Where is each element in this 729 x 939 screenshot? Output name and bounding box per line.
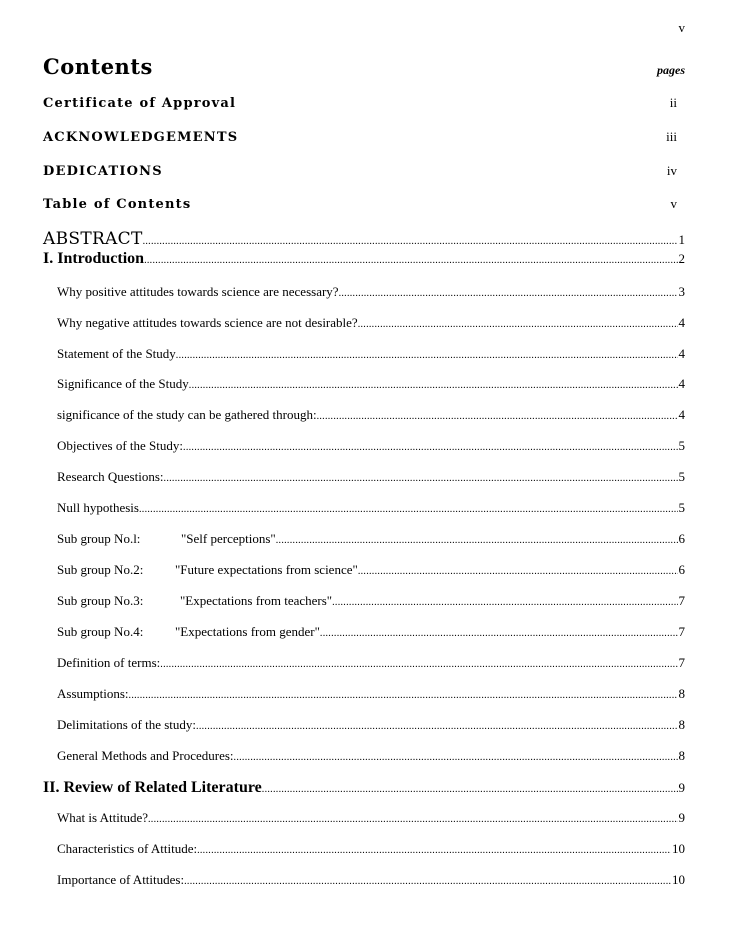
toc-label: I. Introduction [43, 250, 145, 267]
front-matter-label[interactable]: DEDICATIONS [43, 164, 163, 179]
toc-entry-subgroup[interactable] [57, 531, 685, 547]
subgroup-number: Sub group No.3: [57, 593, 144, 608]
toc-label [57, 593, 332, 609]
toc-label: Research Questions: [57, 469, 164, 484]
toc-label: Why negative attitudes towards science are not desirable? [57, 315, 358, 330]
dot-leader [196, 721, 677, 732]
toc-entry[interactable] [57, 686, 685, 702]
dot-leader [183, 442, 677, 453]
dot-leader [176, 350, 678, 361]
contents-title: Contents [43, 54, 153, 79]
dot-leader [144, 255, 677, 266]
toc-label: Delimitations of the study: [57, 717, 197, 732]
toc-label [57, 624, 320, 640]
subgroup-title: "Self perceptions" [181, 531, 276, 546]
toc-label: Statement of the Study [57, 346, 176, 361]
page-number: v [678, 20, 685, 35]
subgroup-number: Sub group No.2: [57, 562, 144, 577]
subgroup-number: Sub group No.4: [57, 624, 144, 639]
toc-entry-subgroup[interactable] [57, 562, 685, 578]
dot-leader [197, 845, 671, 856]
toc-page: 7 [678, 593, 685, 608]
dot-leader [358, 319, 678, 330]
toc-entry-introduction[interactable] [43, 250, 685, 268]
toc-entry-subgroup[interactable] [57, 624, 685, 640]
front-matter-page: iii [666, 129, 677, 144]
contents-header [43, 54, 685, 79]
toc-label: significance of the study can be gathered through: [57, 407, 317, 422]
front-matter-row [43, 163, 685, 179]
dot-leader [332, 597, 677, 608]
toc-page: 6 [678, 562, 685, 577]
toc-entry[interactable] [57, 500, 685, 516]
toc-page: 4 [678, 376, 685, 391]
toc-page: 9 [678, 810, 685, 825]
toc-page: 5 [678, 438, 685, 453]
pages-column-label: pages [657, 63, 685, 77]
front-matter-page: iv [666, 163, 677, 178]
toc-label [57, 531, 276, 547]
dot-leader [234, 752, 678, 763]
toc-entry-review[interactable] [43, 779, 685, 797]
toc-label: Importance of Attitudes: [57, 872, 185, 887]
toc-page: 6 [678, 531, 685, 546]
toc-page: 8 [678, 717, 685, 732]
toc-page: 4 [678, 407, 685, 422]
front-matter-row [43, 95, 685, 111]
toc-page: 4 [678, 346, 685, 361]
toc-entry[interactable] [57, 841, 685, 857]
dot-leader [320, 628, 678, 639]
subgroup-title: "Expectations from gender" [175, 624, 320, 639]
dot-leader [358, 566, 678, 577]
toc-entry[interactable] [57, 872, 685, 888]
toc-page: 8 [678, 748, 685, 763]
toc-entry[interactable] [57, 469, 685, 485]
toc-page: 7 [678, 624, 685, 639]
toc-entry[interactable] [57, 810, 685, 826]
toc-entry[interactable] [57, 346, 685, 362]
dot-leader [262, 784, 678, 795]
dot-leader [160, 659, 677, 670]
toc-label: ABSTRACT [43, 229, 143, 249]
dot-leader [276, 535, 678, 546]
subgroup-title: "Future expectations from science" [175, 562, 358, 577]
toc-page: 9 [678, 780, 685, 795]
toc-entry[interactable] [57, 376, 685, 392]
front-matter-label[interactable]: Certificate of Approval [43, 96, 237, 111]
front-matter-row [43, 196, 685, 212]
toc-entry[interactable] [57, 655, 685, 671]
toc-entry[interactable] [57, 284, 685, 300]
dot-leader [148, 814, 678, 825]
dot-leader [184, 876, 671, 887]
subgroup-title: "Expectations from teachers" [180, 593, 333, 608]
dot-leader [317, 411, 678, 422]
toc-label: What is Attitude? [57, 810, 148, 825]
toc-label [57, 562, 358, 578]
toc-label: Definition of terms: [57, 655, 161, 670]
toc-page: 2 [678, 251, 685, 266]
toc-page: 10 [672, 872, 685, 887]
toc-entry[interactable] [57, 748, 685, 764]
dot-leader [143, 236, 678, 247]
toc-label: Null hypothesis [57, 500, 139, 515]
dot-leader [139, 504, 678, 515]
toc-label: Significance of the Study [57, 376, 189, 391]
front-matter-page: v [670, 196, 677, 211]
toc-entry-subgroup[interactable] [57, 593, 685, 609]
toc-entry[interactable] [57, 717, 685, 733]
front-matter-row [43, 129, 685, 145]
front-matter-label[interactable]: Table of Contents [43, 197, 192, 212]
toc-page: 4 [678, 315, 685, 330]
toc-label: Characteristics of Attitude: [57, 841, 198, 856]
toc-page: 5 [678, 500, 685, 515]
toc-entry[interactable] [57, 315, 685, 331]
toc-page: 1 [678, 232, 685, 247]
dot-leader [339, 288, 678, 299]
toc-entry-abstract[interactable] [43, 229, 685, 249]
subgroup-number: Sub group No.l: [57, 531, 141, 546]
dot-leader [129, 690, 678, 701]
dot-leader [189, 380, 678, 391]
toc-page: 8 [678, 686, 685, 701]
front-matter-page: ii [669, 95, 677, 110]
toc-page: 7 [678, 655, 685, 670]
toc-label: Why positive attitudes towards science are necessary? [57, 284, 339, 299]
toc-label: Objectives of the Study: [57, 438, 184, 453]
toc-entry[interactable] [57, 407, 685, 423]
toc-page: 3 [678, 284, 685, 299]
front-matter-label[interactable]: ACKNOWLEDGEMENTS [43, 130, 239, 145]
dot-leader [164, 473, 678, 484]
toc-entry[interactable] [57, 438, 685, 454]
toc-label: Assumptions: [57, 686, 129, 701]
toc-label: General Methods and Procedures: [57, 748, 234, 763]
toc-page: 10 [672, 841, 685, 856]
toc-label: II. Review of Related Literature [43, 779, 262, 796]
toc-page: 5 [678, 469, 685, 484]
